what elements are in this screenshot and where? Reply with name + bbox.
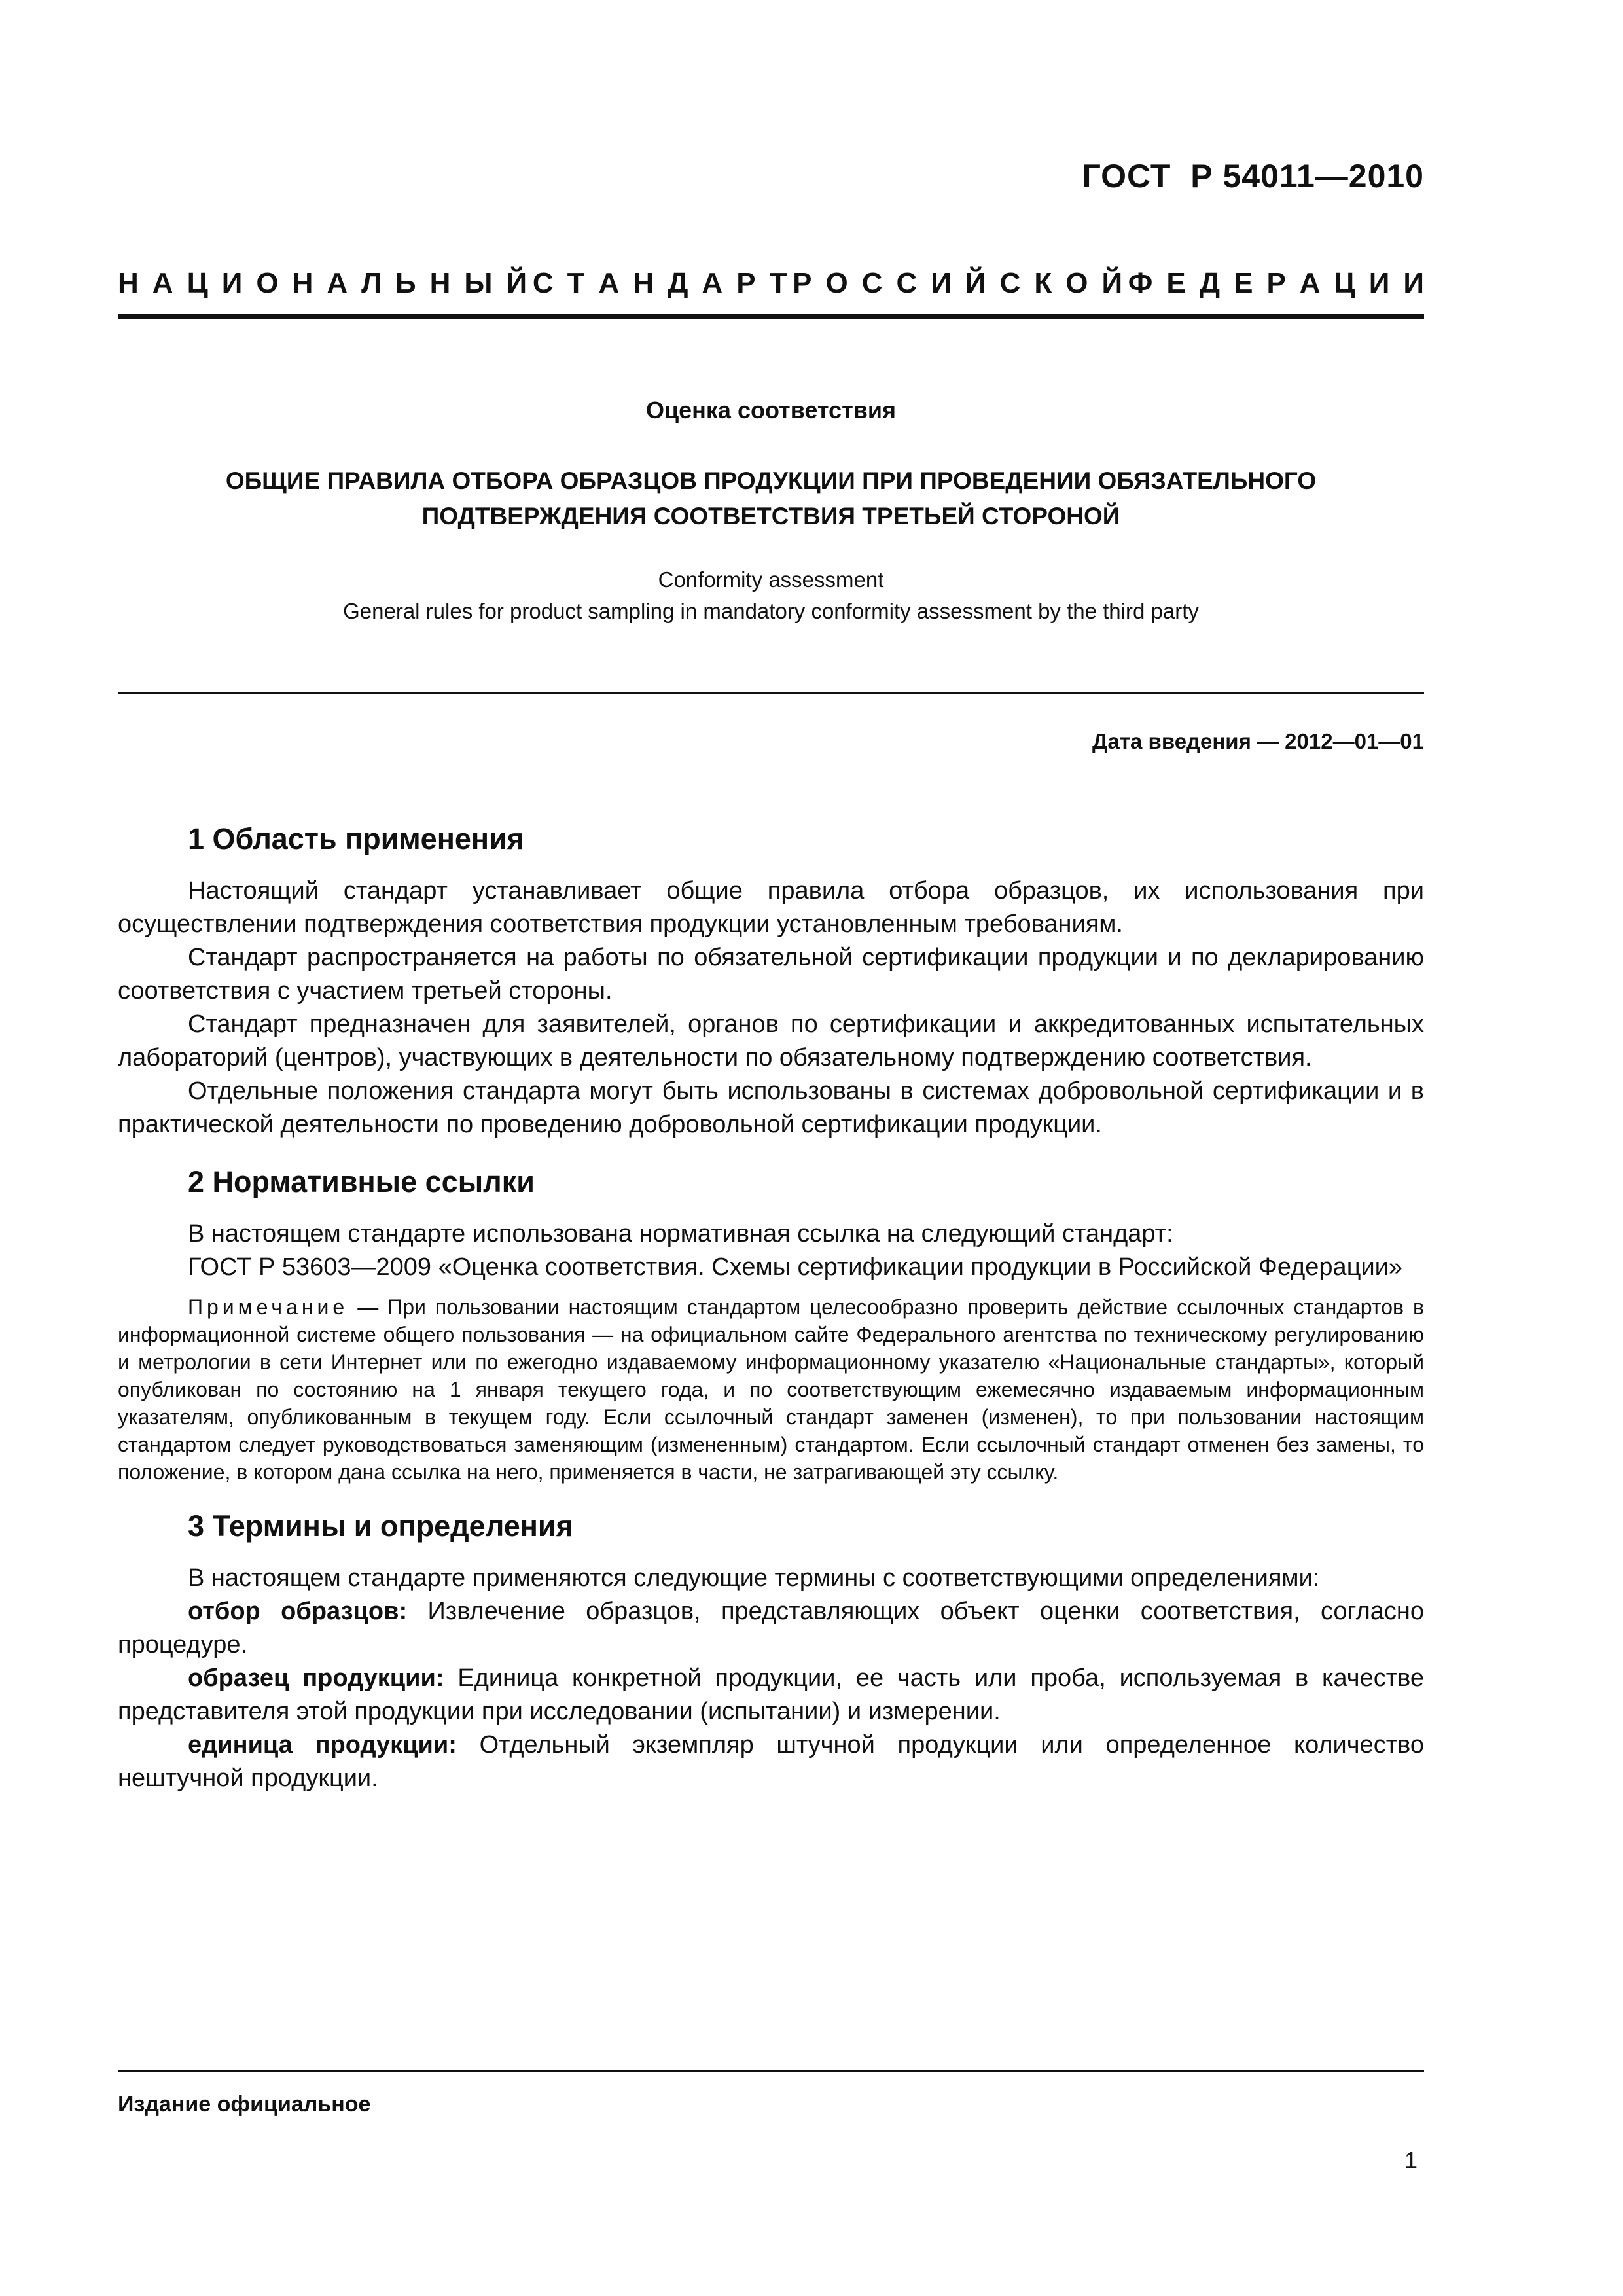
banner-letter: Ц: [1334, 267, 1355, 299]
banner-letter: С: [896, 267, 918, 299]
banner-letter: Н: [429, 267, 451, 299]
document-title-line-1: ОБЩИЕ ПРАВИЛА ОТБОРА ОБРАЗЦОВ ПРОДУКЦИИ ПРИ ПРОВЕДЕНИИ ОБЯЗАТЕЛЬНОГО: [225, 467, 1317, 494]
banner-letter: А: [598, 267, 620, 299]
term-definition: [118, 1662, 1424, 1729]
banner-letter: И: [931, 267, 952, 299]
term-name: образец продукции:: [188, 1664, 444, 1692]
national-standard-banner: [118, 267, 1424, 300]
title-divider: [118, 692, 1424, 694]
banner-letter: Р: [1266, 267, 1286, 299]
term-name: единица продукции:: [188, 1731, 457, 1759]
section-heading: 3 Термины и определения: [188, 1509, 573, 1543]
document-title: [118, 463, 1424, 534]
term-text: Единица конкретной продукции, ее часть или проба, используемая в качестве представителя этой продукции при исследовании (испытании) и измерении.: [118, 1664, 1425, 1725]
section-terms: [118, 1505, 1424, 1795]
banner-word-2: [533, 267, 787, 300]
paragraph: Настоящий стандарт устанавливает общие правила отбора образцов, их использования при осуществлении подтверждения соответствия продукции установленным требованиям.: [118, 877, 1424, 938]
note-label: Примечание: [188, 1295, 349, 1319]
banner-letter: О: [825, 267, 848, 299]
banner-letter: О: [256, 267, 279, 299]
banner-letter: А: [152, 267, 173, 299]
banner-letter: Й: [965, 267, 986, 299]
banner-letter: Й: [506, 267, 527, 299]
term-name: отбор образцов:: [188, 1598, 408, 1625]
banner-letter: Т: [769, 267, 787, 299]
english-title-line-1: Conformity assessment: [658, 567, 884, 592]
document-page: [118, 0, 1424, 2296]
banner-letter: Н: [292, 267, 313, 299]
banner-letter: Н: [633, 267, 654, 299]
banner-letter: О: [1065, 267, 1088, 299]
term-text: Отдельный экземпляр штучной продукции или определенное количество нештучной продукции.: [118, 1731, 1424, 1792]
note-text: — При пользовании настоящим стандартом целесообразно проверить действие ссылочных стандартов в информационной системе общего пользования — на официальном сайте Федерального агентства по техническому регулированию и метрологии в сети Интернет или по ежегодно издаваемому информационному указателю «Национальные стандарты», который опубликован по состоянию на 1 января текущего года, и по соответствующим ежемесячно издаваемым информационным указателям, опубликованным в текущем году. Если ссылочный стандарт заменен (изменен), то при пользовании настоящим стандартом следует руководствоваться заменяющим (измененным) стандартом. Если ссылочный стандарт отменен без замены, то положение, в котором дана ссылка на него, применяется в части, не затрагивающей эту ссылку.: [118, 1295, 1424, 1484]
paragraph: Отдельные положения стандарта могут быть использованы в системах добровольной сертификации и в практической деятельности по проведению добровольной сертификации продукции.: [118, 1077, 1424, 1138]
paragraph: Стандарт предназначен для заявителей, органов по сертификации и аккредитованных испытательных лабораторий (центров), участвующих в деятельности по обязательному подтверждению соответствия.: [118, 1011, 1424, 1071]
english-title: [118, 564, 1424, 627]
banner-letter: С: [999, 267, 1021, 299]
banner-letter: Л: [361, 267, 382, 299]
banner-letter: Ь: [395, 267, 416, 299]
banner-letter: Ц: [187, 267, 208, 299]
page-number: 1: [1404, 2147, 1418, 2174]
paragraph: В настоящем стандарте применяются следующие термины с соответствующими определениями:: [188, 1564, 1320, 1592]
header-divider: [118, 314, 1424, 319]
banner-letter: Р: [793, 267, 812, 299]
banner-letter: Ы: [464, 267, 493, 299]
banner-letter: С: [861, 267, 883, 299]
banner-letter: А: [327, 267, 348, 299]
banner-word-1: [118, 267, 527, 300]
paragraph: В настоящем стандарте использована нормативная ссылка на следующий стандарт:: [188, 1220, 1173, 1247]
banner-letter: И: [1368, 267, 1390, 299]
banner-letter: И: [1403, 267, 1424, 299]
paragraph: Стандарт распространяется на работы по обязательной сертификации продукции и по декларированию соответствия с участием третьей стороны.: [118, 944, 1424, 1005]
english-title-line-2: General rules for product sampling in mandatory conformity assessment by the third party: [343, 599, 1199, 623]
banner-letter: С: [532, 267, 554, 299]
banner-letter: И: [221, 267, 243, 299]
banner-word-4: [1128, 267, 1424, 300]
banner-letter: Н: [118, 267, 139, 299]
banner-letter: А: [1299, 267, 1321, 299]
banner-letter: Д: [668, 267, 688, 299]
banner-letter: Т: [567, 267, 585, 299]
section-heading: 2 Нормативные ссылки: [188, 1165, 535, 1198]
footer-divider: [118, 2070, 1424, 2072]
title-subject: Оценка соответствия: [646, 397, 896, 423]
section-heading: 1 Область применения: [188, 822, 525, 855]
document-body: [118, 818, 1424, 1815]
banner-letter: Ф: [1128, 267, 1153, 299]
banner-letter: А: [702, 267, 723, 299]
note: [118, 1293, 1424, 1486]
paragraph: ГОСТ Р 53603—2009 «Оценка соответствия. Схемы сертификации продукции в Российской Федерации»: [188, 1253, 1403, 1281]
term-definition: [118, 1595, 1424, 1662]
banner-letter: Р: [736, 267, 756, 299]
official-edition-label: Издание официальное: [118, 2092, 371, 2117]
document-code: ГОСТ Р 54011—2010: [1082, 158, 1424, 194]
banner-letter: Й: [1101, 267, 1123, 299]
term-text: Извлечение образцов, представляющих объект оценки соответствия, согласно процедуре.: [118, 1598, 1424, 1659]
section-scope: [118, 818, 1424, 1141]
banner-letter: Е: [1166, 267, 1186, 299]
banner-word-3: [793, 267, 1122, 300]
banner-letter: Е: [1234, 267, 1253, 299]
document-title-line-2: ПОДТВЕРЖДЕНИЯ СООТВЕТСТВИЯ ТРЕТЬЕЙ СТОРОНОЙ: [421, 503, 1120, 529]
section-normative-references: [118, 1161, 1424, 1486]
banner-letter: К: [1034, 267, 1052, 299]
banner-letter: Д: [1199, 267, 1221, 299]
term-definition: [118, 1729, 1424, 1795]
effective-date: Дата введения — 2012—01—01: [1092, 729, 1424, 753]
